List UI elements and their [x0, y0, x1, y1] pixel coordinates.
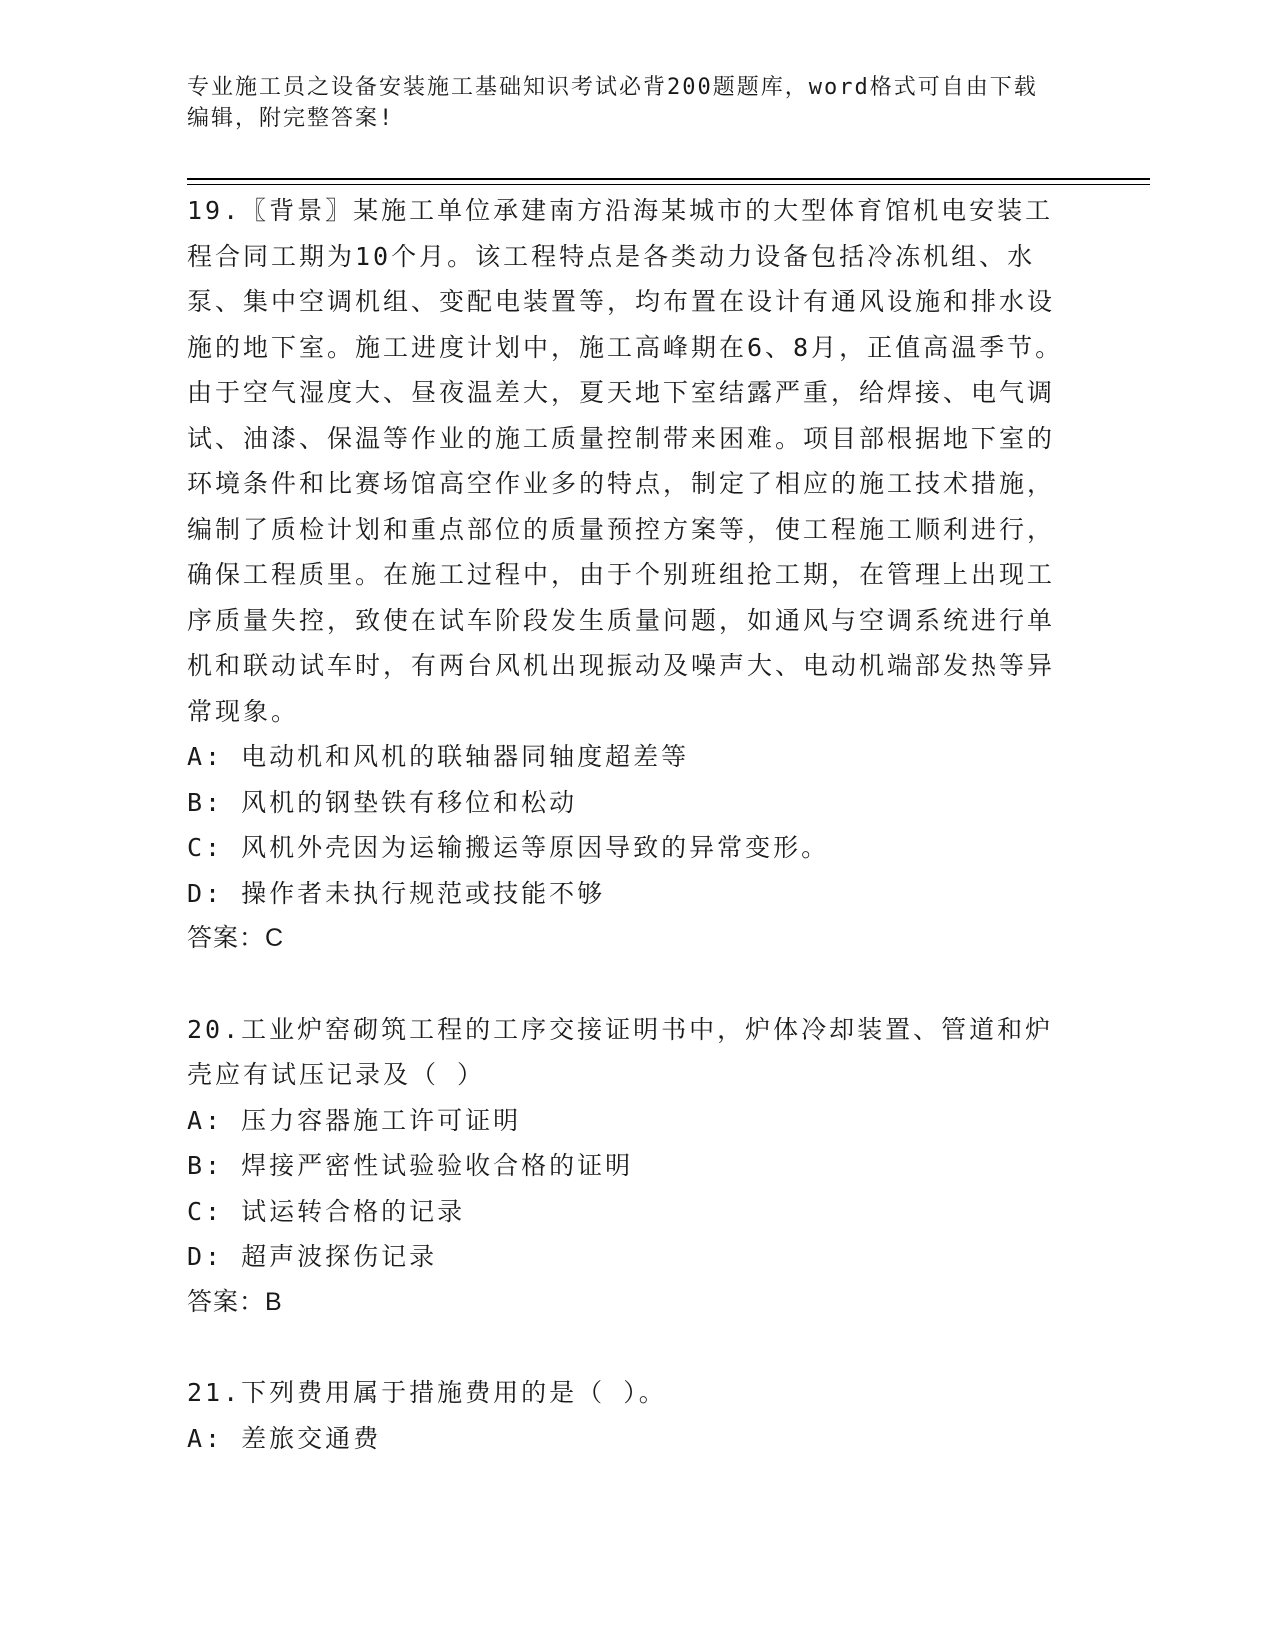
option-a: A: 差旅交通费 — [187, 1423, 382, 1453]
answer: 答案：B — [187, 1287, 283, 1316]
spacer — [187, 962, 1067, 1007]
option-a: A: 压力容器施工许可证明 — [187, 1105, 522, 1135]
option-d: D: 超声波探伤记录 — [187, 1242, 438, 1271]
header-divider-thick — [187, 178, 1150, 180]
question-21 — [187, 1370, 1067, 1461]
option-c: C: 试运转合格的记录 — [187, 1196, 466, 1226]
option-d: D: 操作者未执行规范或技能不够 — [187, 878, 606, 908]
document-header — [187, 72, 1107, 134]
option-b: B: 风机的钢垫铁有移位和松动 — [187, 787, 578, 817]
spacer — [187, 1325, 1067, 1370]
question-text: 21.下列费用属于措施费用的是（ ）。 — [187, 1378, 667, 1407]
option-a: A: 电动机和风机的联轴器同轴度超差等 — [187, 742, 690, 771]
header-divider-thin — [187, 184, 1150, 185]
question-text: 19.〖背景〗某施工单位承建南方沿海某城市的大型体育馆机电安装工程合同工期为10个月。该工程特点是各类动力设备包括冷冻机组、水泵、集中空调机组、变配电装置等，均布置在设计有通风设施和排水设施的地下室。施工进度计划中，施工高峰期在6、8月，正值高温季节。由于空气湿度大、昼夜温差大，夏天地下室结露严重，给焊接、电气调试、油漆、保温等作业的施工质量控制带来困难。项目部根据地下室的环境条件和比赛场馆高空作业多的特点，制定了相应的施工技术措施，编制了质检计划和重点部位的质量预控方案等，使工程施工顺利进行，确保工程质里。在施工过程中，由于个别班组抢工期，在管理上出现工序质量失控，致使在试车阶段发生质量问题，如通风与空调系统进行单机和联动试车时，有两台风机出现振动及噪声大、电动机端部发热等异常现象。 — [187, 196, 1064, 726]
option-b: B: 焊接严密性试验验收合格的证明 — [187, 1151, 634, 1180]
question-20 — [187, 1007, 1067, 1326]
header-line-2: 编辑，附完整答案! — [187, 106, 395, 131]
question-list — [187, 188, 1067, 1461]
question-19 — [187, 188, 1067, 962]
header-line-1: 专业施工员之设备安装施工基础知识考试必背200题题库，word格式可自由下载 — [187, 75, 1038, 100]
answer: 答案：C — [187, 924, 285, 952]
option-c: C: 风机外壳因为运输搬运等原因导致的异常变形。 — [187, 833, 830, 862]
question-text: 20.工业炉窑砌筑工程的工序交接证明书中，炉体冷却装置、管道和炉壳应有试压记录及（ ） — [187, 1014, 1054, 1089]
